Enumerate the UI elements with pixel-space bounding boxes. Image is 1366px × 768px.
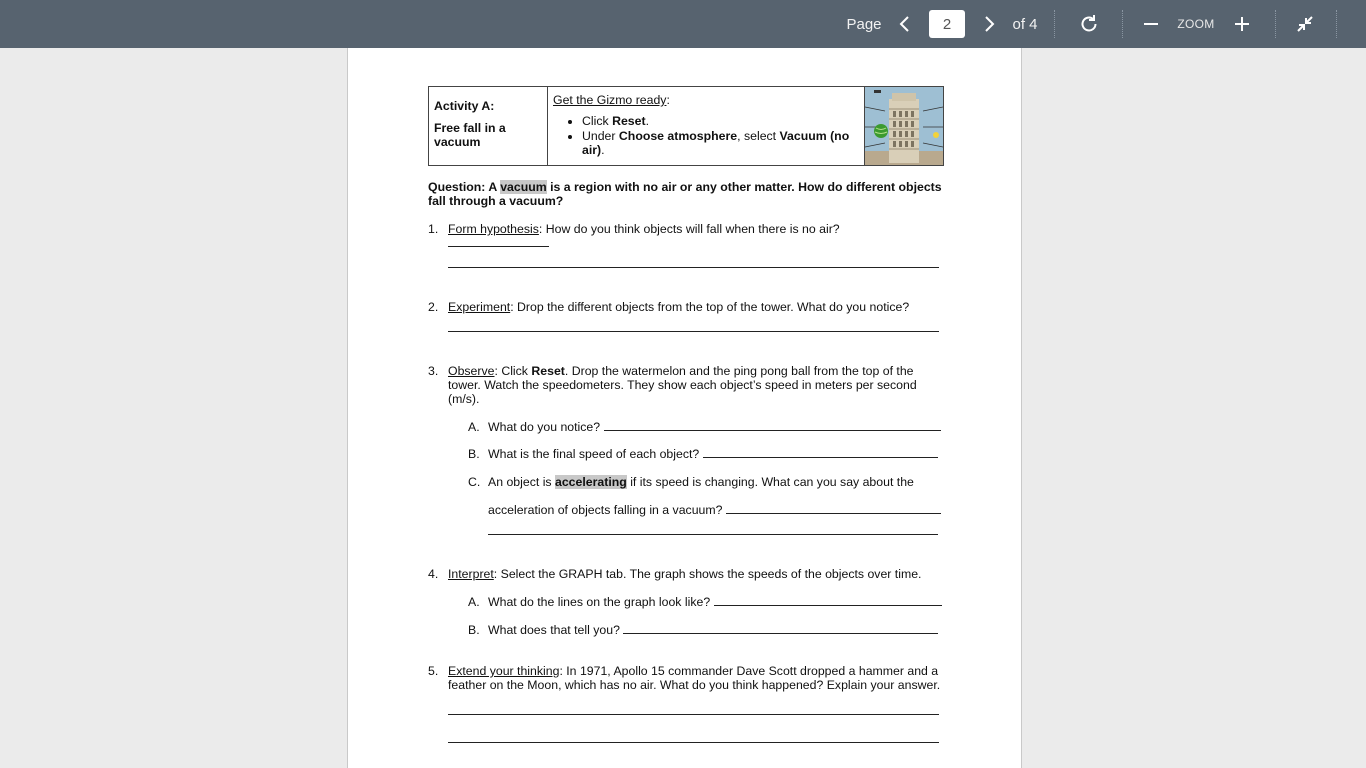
toolbar-divider <box>1122 10 1123 38</box>
question-4b: B. What does that tell you? <box>428 623 944 637</box>
tower-thumbnail-image <box>865 87 943 165</box>
setup-step: • Click Reset. <box>582 114 859 128</box>
rotate-button[interactable] <box>1076 0 1102 48</box>
document-viewer[interactable] <box>0 48 1366 768</box>
gizmo-setup-cell: Get the Gizmo ready: • Click Reset. • Under Choose atmosphere, select Vacuum (no air). <box>548 87 865 165</box>
main-question: Question: A vacuum is a region with no air or any other matter. How do different objects fall through a vacuum? <box>428 180 942 208</box>
chevron-left-icon <box>899 15 911 33</box>
activity-title: Free fall in a vacuum <box>434 121 506 149</box>
answer-line[interactable] <box>623 624 938 634</box>
zoom-in-button[interactable] <box>1231 0 1253 48</box>
exit-fullscreen-button[interactable] <box>1293 0 1317 48</box>
pdf-toolbar <box>0 0 1366 48</box>
zoom-out-button[interactable] <box>1140 0 1162 48</box>
answer-line[interactable] <box>428 534 944 535</box>
page-count: of 4 <box>1012 15 1038 33</box>
question-4: 4. Interpret: Select the GRAPH tab. The graph shows the speeds of the objects over time. <box>428 567 922 581</box>
question-2: 2. Experiment: Drop the different objects from the top of the tower. What do you notice? <box>428 300 910 314</box>
question-3: 3. Observe: Click Reset. Drop the watermelon and the ping pong ball from the top of the tower. Watch the speedometers. They show each object’s speed in meters per second (m/s). <box>428 364 917 406</box>
answer-line[interactable] <box>726 504 941 514</box>
answer-line[interactable] <box>714 596 942 606</box>
highlighted-term: accelerating <box>555 475 627 489</box>
toolbar-divider <box>1275 10 1276 38</box>
zoom-out-icon <box>1143 16 1159 32</box>
get-ready-heading: Get the Gizmo ready <box>553 93 667 107</box>
question-3c: C. An object is accelerating if its speed is changing. What can you say about the acceleration of objects falling in a vacuum? <box>428 475 944 517</box>
activity-header-table <box>428 86 944 166</box>
answer-line[interactable] <box>428 742 944 743</box>
next-page-button[interactable] <box>977 0 1001 48</box>
page-number-input[interactable]: 2 <box>929 10 965 38</box>
answer-line[interactable] <box>428 267 944 268</box>
pdf-page <box>347 48 1022 768</box>
toolbar-divider <box>1054 10 1055 38</box>
collapse-icon <box>1296 15 1314 33</box>
previous-page-button[interactable] <box>893 0 917 48</box>
activity-title-cell <box>429 87 548 165</box>
page-content <box>428 86 944 768</box>
question-3a: A. What do you notice? <box>428 420 944 434</box>
zoom-in-icon <box>1234 16 1250 32</box>
setup-step: • Under Choose atmosphere, select Vacuum (no air). <box>582 129 859 157</box>
toolbar-divider <box>1336 10 1337 38</box>
highlighted-term: vacuum <box>500 180 547 194</box>
answer-line[interactable] <box>428 331 944 332</box>
rotate-icon <box>1078 13 1100 35</box>
answer-line[interactable] <box>604 421 941 431</box>
answer-line[interactable] <box>428 714 944 715</box>
zoom-label: ZOOM <box>1177 17 1215 31</box>
question-5: 5. Extend your thinking: In 1971, Apollo 15 commander Dave Scott dropped a hammer and a feather on the Moon, which has no air. What do you think happened? Explain your answer. <box>428 664 941 692</box>
question-3b: B. What is the final speed of each object? <box>428 447 944 461</box>
chevron-right-icon <box>983 15 995 33</box>
question-1: 1. Form hypothesis: How do you think objects will fall when there is no air? <box>428 222 944 250</box>
question-4a: A. What do the lines on the graph look like? <box>428 595 944 609</box>
page-label: Page <box>846 15 882 33</box>
answer-line[interactable] <box>703 448 938 458</box>
activity-label: Activity A: <box>434 99 495 113</box>
setup-steps <box>582 114 859 157</box>
